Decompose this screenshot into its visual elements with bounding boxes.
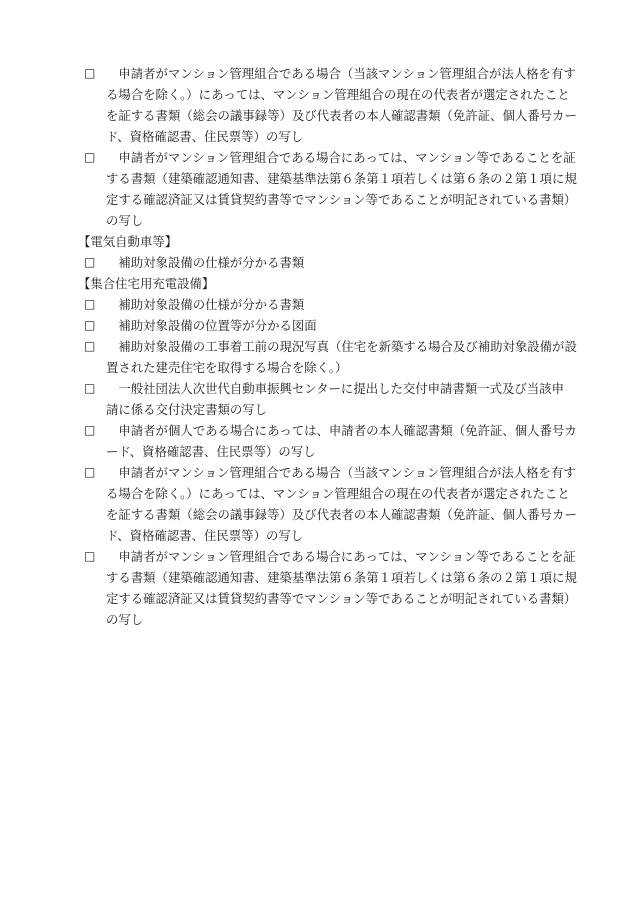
text-line: の写し xyxy=(106,612,144,627)
document-content xyxy=(0,63,630,630)
checklist-item xyxy=(84,336,577,378)
text-line: 定する確認済証又は賃貸契約書等でマンション等であることが明記されている書類） xyxy=(106,192,577,207)
section-heading: 【集合住宅用充電設備】 xyxy=(78,276,215,291)
checklist-item xyxy=(84,315,562,336)
text-line: する書類（建築確認通知書、建築基準法第６条第１項若しくは第６条の２第１項に規 xyxy=(106,171,577,186)
checklist-item xyxy=(84,294,562,315)
text-line: 申請者がマンション管理組合である場合にあっては、マンション等であることを証 xyxy=(106,150,576,165)
checkbox-icon[interactable]: □ xyxy=(84,66,96,80)
checklist-item xyxy=(84,252,562,273)
checklist-item xyxy=(84,378,562,420)
checklist-item-text xyxy=(106,294,562,315)
checklist-item-text xyxy=(106,252,562,273)
text-line: ド、資格確認書、住民票等）の写し xyxy=(106,528,304,543)
checklist-item xyxy=(84,546,577,630)
checkbox-icon[interactable]: □ xyxy=(84,549,96,563)
checkbox-icon[interactable]: □ xyxy=(84,150,96,164)
text-line: ド、資格確認書、住民票等）の写し xyxy=(106,129,304,144)
text-line: 置された建売住宅を取得する場合を除く。） xyxy=(106,360,348,375)
text-line: 補助対象設備の仕様が分かる書類 xyxy=(106,297,305,312)
text-line: ード、資格確認書、住民票等）の写し xyxy=(106,444,316,459)
text-line: る場合を除く。）にあっては、マンション管理組合の現在の代表者が選定されたこと xyxy=(106,87,570,102)
checklist-item-text xyxy=(106,63,577,147)
text-line: る場合を除く。）にあっては、マンション管理組合の現在の代表者が選定されたこと xyxy=(106,486,570,501)
text-line: 一般社団法人次世代自動車振興センターに提出した交付申請書類一式及び当該申 xyxy=(106,381,564,396)
checklist-item xyxy=(84,420,577,462)
text-line: 請に係る交付決定書類の写し xyxy=(106,402,268,417)
checklist-item xyxy=(84,63,577,147)
checklist-item-text xyxy=(106,546,577,630)
text-line: する書類（建築確認通知書、建築基準法第６条第１項若しくは第６条の２第１項に規 xyxy=(106,570,577,585)
text-line: 申請者がマンション管理組合である場合（当該マンション管理組合が法人格を有す xyxy=(106,465,576,480)
checklist-item-text xyxy=(106,378,564,420)
text-line: 補助対象設備の工事着工前の現況写真（住宅を新築する場合及び補助対象設備が設 xyxy=(106,339,577,354)
checkbox-icon[interactable]: □ xyxy=(84,339,96,353)
checkbox-icon[interactable]: □ xyxy=(84,381,96,395)
checklist-item xyxy=(84,462,577,546)
checkbox-icon[interactable]: □ xyxy=(84,465,96,479)
checklist-item xyxy=(84,147,577,231)
text-line: 申請者が個人である場合にあっては、申請者の本人確認書類（免許証、個人番号カ xyxy=(106,423,577,438)
text-line: を証する書類（総会の議事録等）及び代表者の本人確認書類（免許証、個人番号カー xyxy=(106,507,577,522)
text-line: 補助対象設備の仕様が分かる書類 xyxy=(106,255,305,270)
checklist-item-text xyxy=(106,315,562,336)
text-line: 定する確認済証又は賃貸契約書等でマンション等であることが明記されている書類） xyxy=(106,591,577,606)
text-line: を証する書類（総会の議事録等）及び代表者の本人確認書類（免許証、個人番号カー xyxy=(106,108,577,123)
text-line: 補助対象設備の位置等が分かる図面 xyxy=(106,318,317,333)
checklist-item-text xyxy=(106,420,577,462)
checklist-item-text xyxy=(106,462,577,546)
checkbox-icon[interactable]: □ xyxy=(84,318,96,332)
checkbox-icon[interactable]: □ xyxy=(84,297,96,311)
text-line: 申請者がマンション管理組合である場合（当該マンション管理組合が法人格を有す xyxy=(106,66,576,81)
text-line: 申請者がマンション管理組合である場合にあっては、マンション等であることを証 xyxy=(106,549,576,564)
checkbox-icon[interactable]: □ xyxy=(84,423,96,437)
checklist-item-text xyxy=(106,336,577,378)
checkbox-icon[interactable]: □ xyxy=(84,255,96,269)
section-heading: 【電気自動車等】 xyxy=(78,234,178,249)
checklist-item-text xyxy=(106,147,577,231)
text-line: の写し xyxy=(106,213,144,228)
